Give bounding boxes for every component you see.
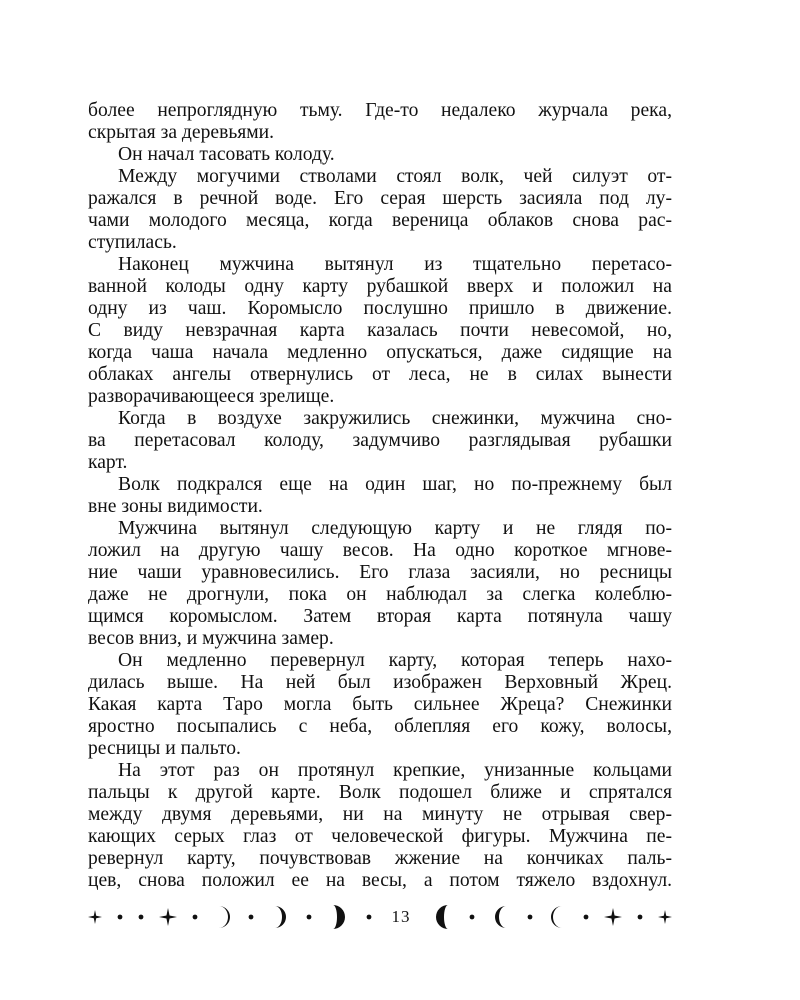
text-line: ступилась. <box>88 232 177 253</box>
moon-crescent-thin-icon <box>213 905 233 929</box>
text-line: Какая карта Таро могла быть сильнее Жреца? Снежинки <box>88 694 672 715</box>
text-line: даже не дрогнули, пока он наблюдал за слегка колеблю- <box>88 584 672 605</box>
dot-icon <box>527 914 533 920</box>
sparkle-icon <box>658 910 672 924</box>
text-line: Когда в воздухе закружились снежинки, мужчина сно- <box>118 408 672 429</box>
text-line: щимся коромыслом. Затем вторая карта потянула чашу <box>88 606 672 627</box>
page-body <box>88 100 672 892</box>
text-line: цев, снова положил ее на весы, а потом тяжело вздохнул. <box>88 870 672 891</box>
text-line: весов вниз, и мужчина замер. <box>88 628 334 649</box>
text-line: Он медленно перевернул карту, которая теперь нахо- <box>118 650 672 671</box>
sparkle-icon <box>159 908 177 926</box>
text-line: ложил на другую чашу весов. На одно короткое мгнове- <box>88 540 672 561</box>
dot-icon <box>366 914 372 920</box>
text-line: Между могучими стволами стоял волк, чей силуэт от- <box>118 166 672 187</box>
sparkle-icon <box>604 908 622 926</box>
text-line: карт. <box>88 452 128 473</box>
text-line: Волк подкрался еще на один шаг, но по-прежнему был <box>118 474 672 495</box>
text-line: ресницы и пальто. <box>88 738 241 759</box>
page-footer-ornament <box>88 903 672 931</box>
text-line: когда чаша начала медленно опускаться, даже сидящие на <box>88 342 672 363</box>
sparkle-icon <box>88 910 102 924</box>
dot-icon <box>117 914 123 920</box>
text-line: яростно посыпались с неба, облепляя его кожу, волосы, <box>88 716 672 737</box>
dot-icon <box>248 914 254 920</box>
text-line: одну из чаш. Коромысло послушно пришло в движение. <box>88 298 672 319</box>
text-line: облаках ангелы отвернулись от леса, не в силах вынести <box>88 364 672 385</box>
moon-waning-thick-icon <box>430 904 454 930</box>
text-line: между двумя деревьями, ни на минуту не отрывая свер- <box>88 804 672 825</box>
text-line: скрытая за деревьями. <box>88 122 275 143</box>
text-line: ражался в речной воде. Его серая шерсть засияла под лу- <box>88 188 672 209</box>
text-line: Наконец мужчина вытянул из тщательно перетасо- <box>118 254 672 275</box>
dot-icon <box>192 914 198 920</box>
text-line: ванной колоды одну карту рубашкой вверх и положил на <box>88 276 672 297</box>
text-line: Мужчина вытянул следующую карту и не глядя по- <box>118 518 672 539</box>
text-line: более непроглядную тьму. Где-то недалеко журчала река, <box>88 100 672 121</box>
text-line: вне зоны видимости. <box>88 496 263 517</box>
text-line: чами молодого месяца, когда вереница облаков снова рас- <box>88 210 672 231</box>
page-number: 13 <box>391 907 411 926</box>
text-line: ва перетасовал колоду, задумчиво разглядывая рубашки <box>88 430 672 451</box>
text-line: кающих серых глаз от человеческой фигуры. Мужчина пе- <box>88 826 672 847</box>
moon-crescent-medium-icon <box>269 905 291 929</box>
text-line: ревернул карту, почувствовав жжение на кончиках паль- <box>88 848 672 869</box>
moon-waning-thin-icon <box>548 905 568 929</box>
moon-waning-medium-icon <box>490 905 512 929</box>
text-line: дилась выше. На ней был изображен Верховный Жрец. <box>88 672 672 693</box>
text-line: На этот раз он протянул крепкие, унизанные кольцами <box>118 760 672 781</box>
text-line: Он начал тасовать колоду. <box>118 144 335 165</box>
text-line: разворачивающееся зрелище. <box>88 386 335 407</box>
text-line: С виду невзрачная карта казалась почти невесомой, но, <box>88 320 672 341</box>
dot-icon <box>637 914 643 920</box>
dot-icon <box>583 914 589 920</box>
moon-crescent-thick-icon <box>327 904 351 930</box>
text-line: ние чаши уравновесились. Его глаза засияли, но ресницы <box>88 562 672 583</box>
dot-icon <box>138 914 144 920</box>
dot-icon <box>306 914 312 920</box>
dot-icon <box>469 914 475 920</box>
text-line: пальцы к другой карте. Волк подошел ближе и спрятался <box>88 782 672 803</box>
